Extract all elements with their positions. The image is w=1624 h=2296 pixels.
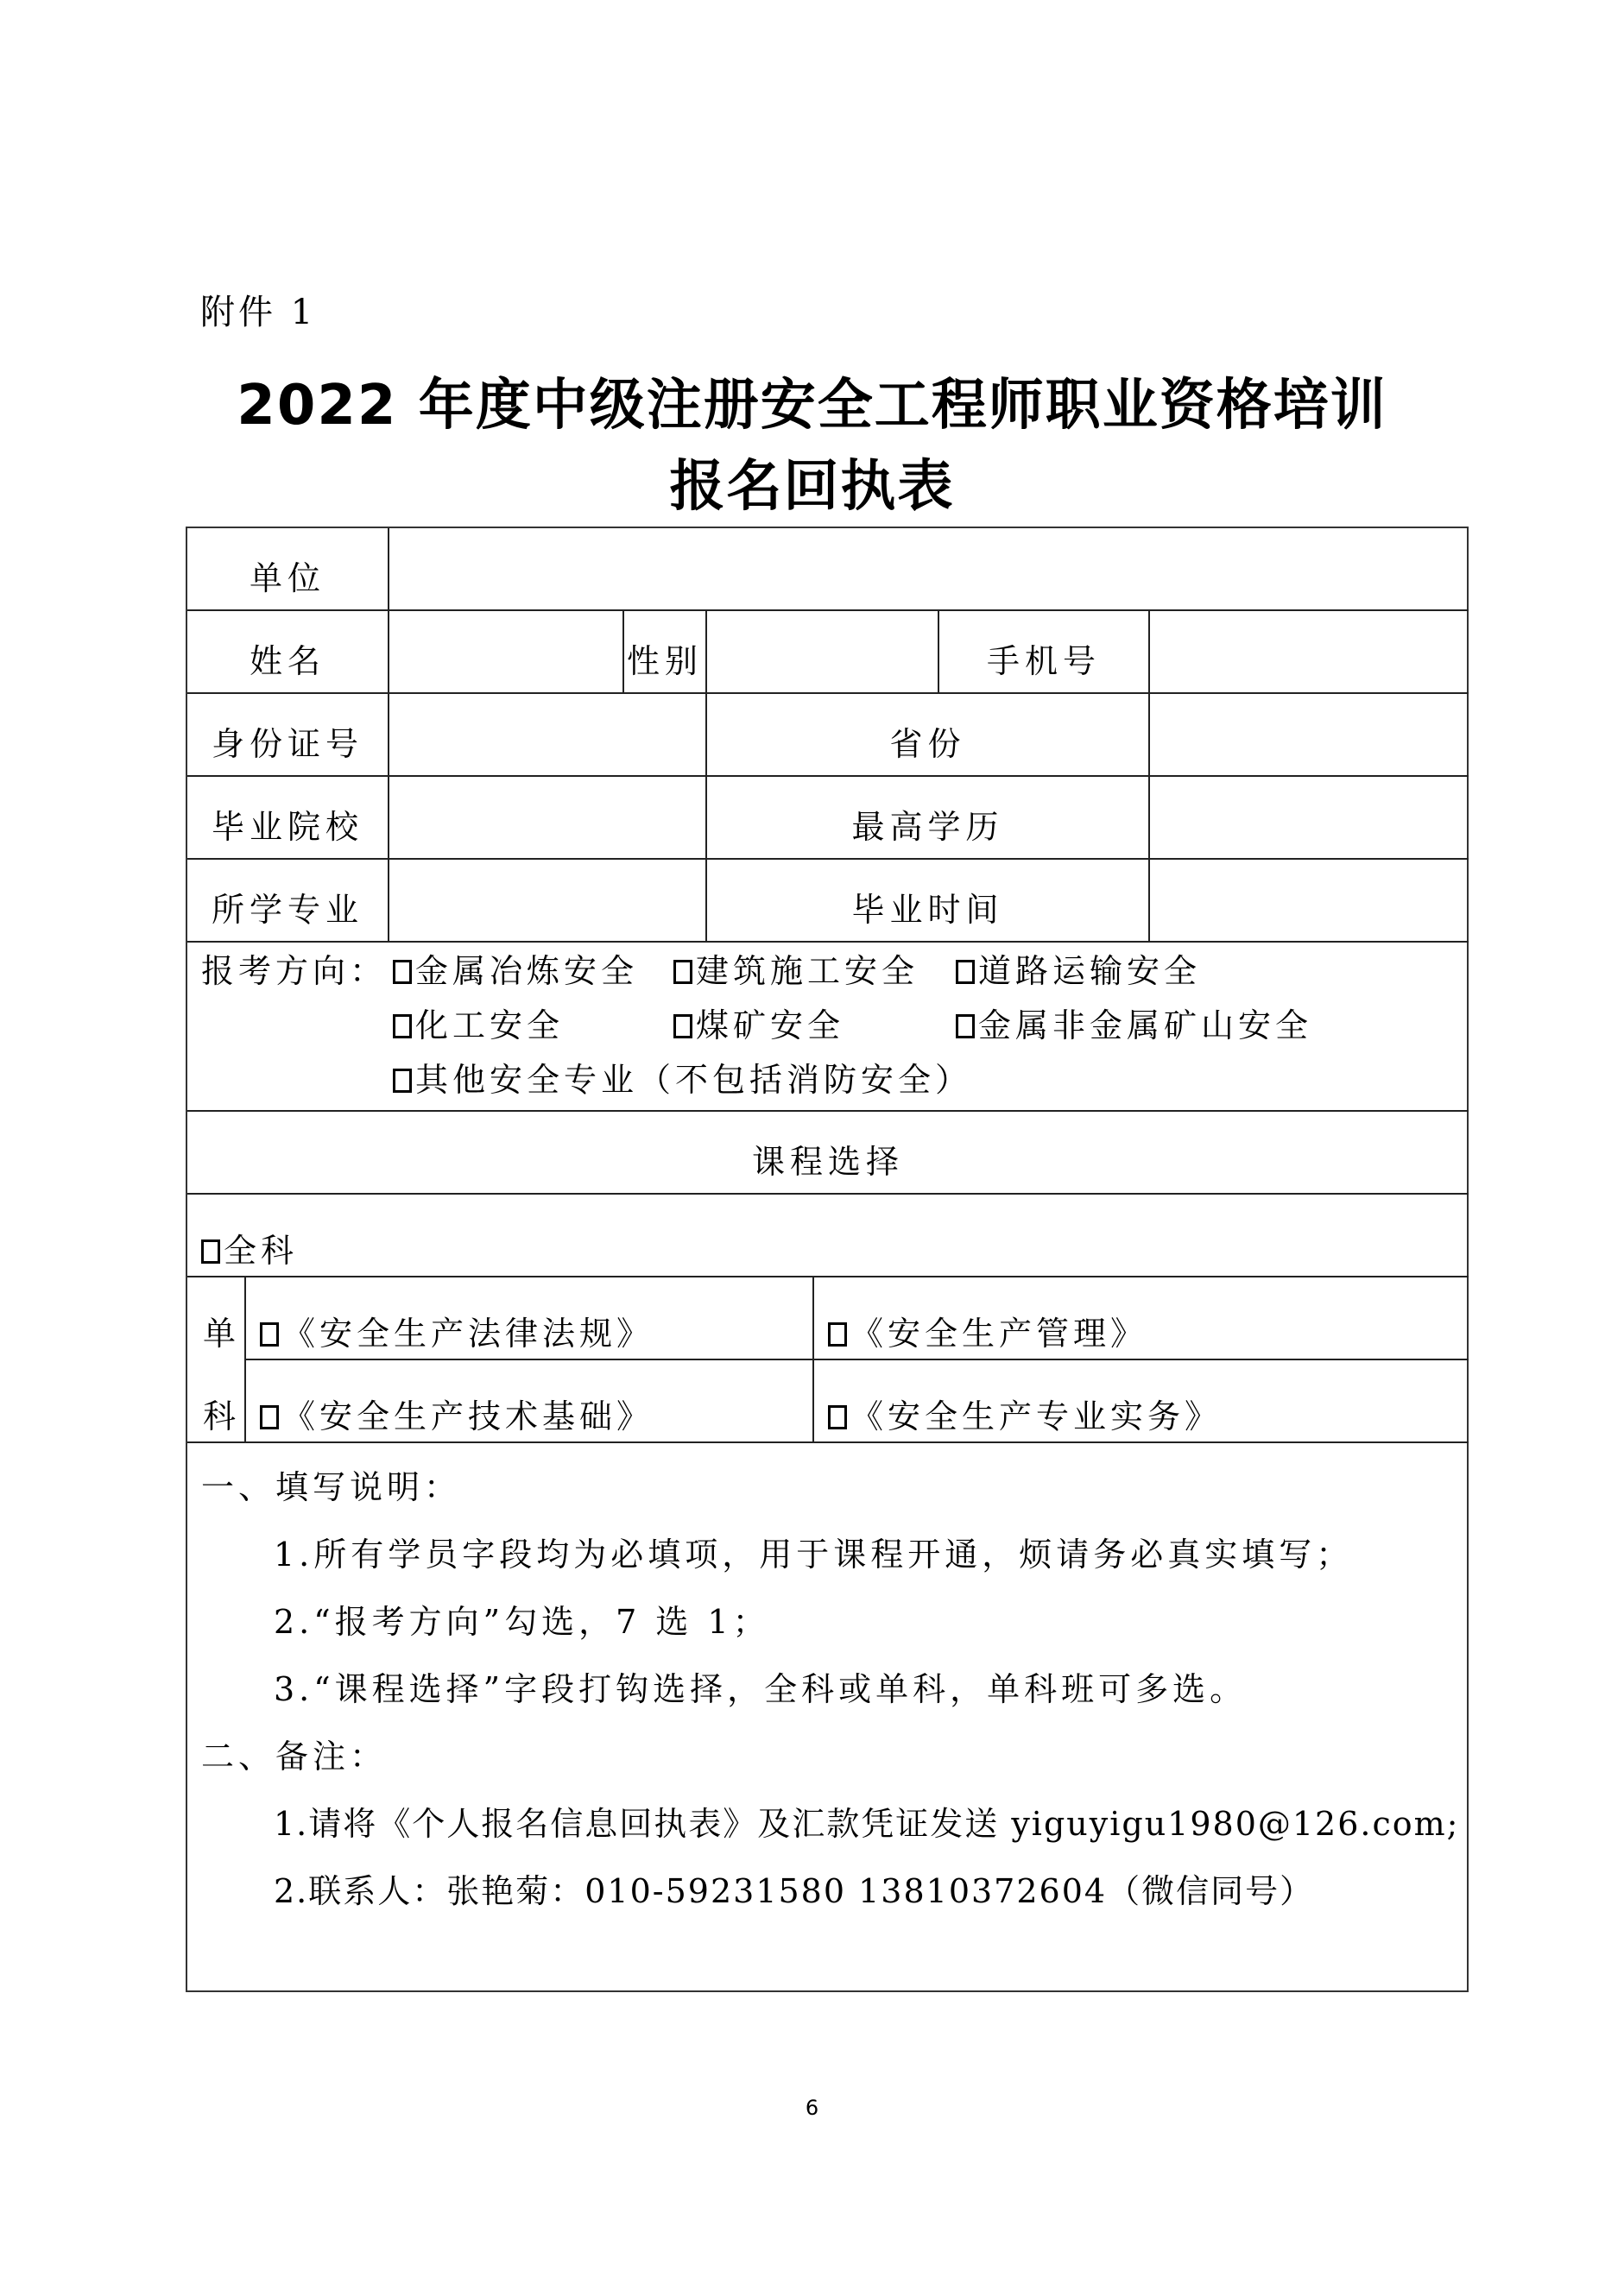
checkbox-icon[interactable] [828,1322,847,1347]
checkbox-icon[interactable] [956,1014,975,1038]
option-label: 建筑施工安全 [696,952,919,990]
divider [244,1276,246,1441]
education-field[interactable] [1150,777,1469,858]
option-label: 煤矿安全 [696,1006,845,1044]
checkbox-icon[interactable] [673,1014,692,1038]
divider [244,1359,1469,1360]
single-course-management[interactable] [828,1307,1147,1354]
direction-option-coal-mine[interactable] [673,999,844,1046]
divider [187,1441,1469,1443]
grad-time-label: 毕业时间 [851,891,1004,929]
option-label: 金属冶炼安全 [415,952,639,990]
checkbox-icon[interactable] [201,1239,220,1264]
notes-section-1-title: 一、填写说明： [201,1468,462,1506]
notes-item-contact: 2.联系人：张艳菊：010-59231580 13810372604（微信同号） [274,1872,1315,1910]
phone-label: 手机号 [986,642,1101,680]
divider [812,1276,814,1441]
single-course-label: 科 [203,1397,241,1435]
attachment-label: 附件 1 [200,293,317,332]
single-course-practice[interactable] [828,1390,1222,1437]
notes-item: 2.“报考方向”勾选，7 选 1； [274,1603,770,1641]
checkbox-icon[interactable] [260,1322,279,1347]
checkbox-icon[interactable] [393,960,412,984]
direction-option-construction[interactable] [673,944,919,992]
divider [187,941,1469,943]
page-number: 6 [805,2096,819,2120]
single-course-laws[interactable] [260,1307,654,1354]
direction-option-metallurgy[interactable] [393,944,638,992]
notes-item-email: 1.请将《个人报名信息回执表》及汇款凭证发送 yiguyigu1980@126.com; [274,1805,1460,1843]
option-label: 全科 [224,1232,299,1270]
phone-field[interactable] [1150,611,1469,692]
direction-option-road-transport[interactable] [956,944,1201,992]
gender-field[interactable] [707,611,938,692]
checkbox-icon[interactable] [260,1405,279,1429]
option-label: 《安全生产专业实务》 [850,1397,1223,1435]
checkbox-icon[interactable] [393,1014,412,1038]
education-label: 最高学历 [851,808,1004,846]
option-label: 金属非金属矿山安全 [978,1006,1313,1044]
unit-field[interactable] [389,528,1469,609]
single-course-technology[interactable] [260,1390,654,1437]
id-number-label: 身份证号 [211,725,363,763]
full-course-option[interactable] [201,1224,298,1271]
name-label: 姓名 [249,642,325,680]
notes-item: 1.所有学员字段均为必填项，用于课程开通，烦请务必真实填写； [274,1536,1354,1574]
direction-option-chemical[interactable] [393,999,564,1046]
divider [187,1276,1469,1277]
notes-item: 3.“课程选择”字段打钩选择，全科或单科，单科班可多选。 [274,1670,1248,1708]
id-number-field[interactable] [389,694,705,775]
school-field[interactable] [389,777,705,858]
direction-option-other[interactable] [393,1053,972,1101]
province-field[interactable] [1150,694,1469,775]
major-label: 所学专业 [211,891,363,929]
direction-label: 报考方向： [201,952,388,990]
option-label: 化工安全 [415,1006,565,1044]
checkbox-icon[interactable] [956,960,975,984]
province-label: 省份 [889,725,966,763]
unit-label: 单位 [249,559,325,597]
gender-label: 性别 [626,642,703,680]
option-label: 《安全生产技术基础》 [282,1397,654,1435]
grad-time-field[interactable] [1150,860,1469,941]
major-field[interactable] [389,860,705,941]
option-label: 道路运输安全 [978,952,1202,990]
page-title-line-2: 报名回执表 [669,455,955,519]
direction-option-metal-mine[interactable] [956,999,1312,1046]
registration-form-table [186,527,1469,1992]
divider [187,1193,1469,1195]
course-selection-header: 课程选择 [751,1143,904,1181]
checkbox-icon[interactable] [828,1405,847,1429]
single-course-label: 单 [203,1315,241,1353]
option-label: 《安全生产法律法规》 [282,1315,654,1353]
page-title-line-1: 2022 年度中级注册安全工程师职业资格培训 [237,374,1387,438]
notes-section-2-title: 二、备注： [201,1738,388,1776]
name-field[interactable] [389,611,622,692]
school-label: 毕业院校 [211,808,363,846]
checkbox-icon[interactable] [673,960,692,984]
option-label: 其他安全专业（不包括消防安全） [415,1061,973,1099]
option-label: 《安全生产管理》 [850,1315,1148,1353]
checkbox-icon[interactable] [393,1069,412,1093]
